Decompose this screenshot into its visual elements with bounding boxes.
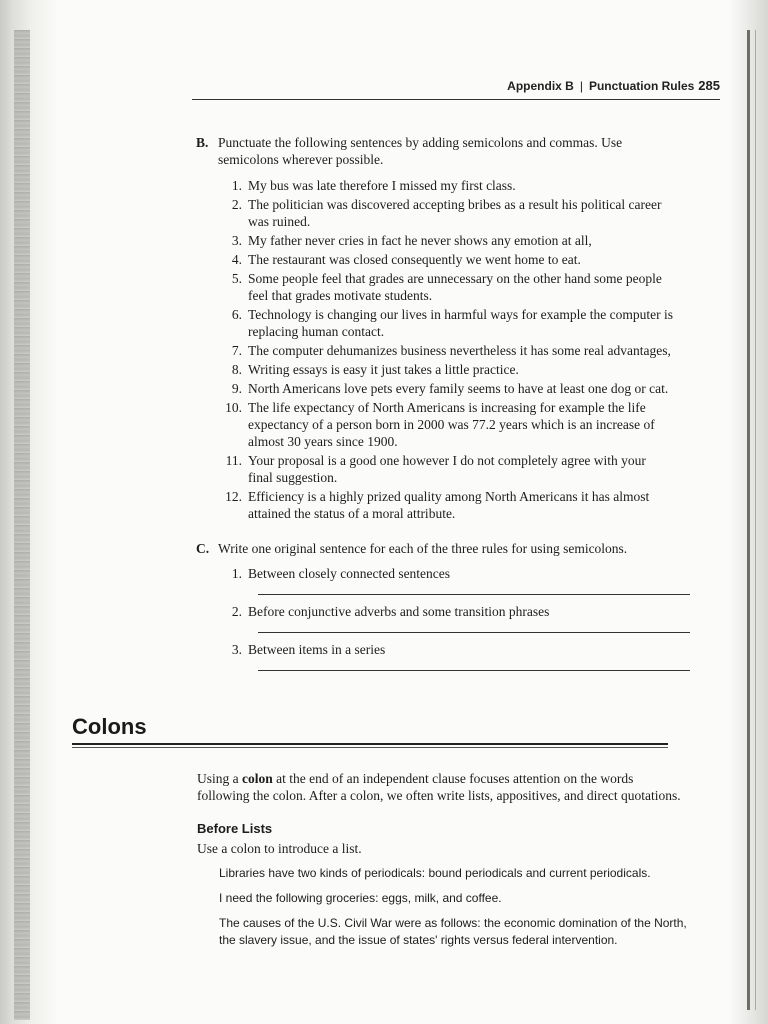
colon-example: Libraries have two kinds of periodicals: bound periodicals and current periodicals. [219, 866, 651, 880]
colons-intro-after: at the end of an independent clause focuses attention on the words following the colon. After a colon, we often write lists, appositives, and direct quotations. [197, 771, 681, 803]
colons-heading: Colons [72, 714, 147, 739]
item-text: Technology is changing our lives in harmful ways for example the computer is replacing human contact. [248, 307, 673, 339]
appendix-label: Appendix B [507, 79, 574, 93]
item-number: 3. [231, 233, 242, 248]
book-binding-shadow [14, 30, 30, 1020]
rule-row [218, 565, 674, 582]
item-text: The life expectancy of North Americans is increasing for example the life expectancy of a person born in 2000 was 77.2 years which is an increase of almost 30 years since 1900. [248, 400, 655, 449]
exercise-b-item [218, 452, 674, 486]
answer-line [258, 670, 690, 671]
running-header [192, 78, 720, 93]
item-text: Writing essays is easy it just takes a little practice. [248, 362, 519, 377]
item-text: My father never cries in fact he never shows any emotion at all, [248, 233, 592, 248]
colons-rule-thin [72, 747, 668, 748]
item-text: Efficiency is a highly prized quality among North Americans it has almost attained the status of a moral attribute. [248, 489, 650, 521]
colon-example: I need the following groceries: eggs, milk, and coffee. [219, 891, 502, 905]
exercise-b-item [218, 196, 674, 230]
item-number: 11. [225, 453, 242, 468]
exercise-c-rule [196, 603, 674, 633]
section-title: Punctuation Rules [588, 79, 695, 93]
rule-number: 2. [231, 604, 242, 619]
rule-text: Between items in a series [248, 642, 386, 657]
colons-intro-term: colon [242, 771, 273, 786]
colons-section [197, 770, 687, 957]
item-number: 6. [231, 307, 242, 322]
exercise-b-item [218, 306, 674, 340]
rule-row [218, 603, 674, 620]
exercise-b-item [218, 399, 674, 450]
exercise-b-instructions: Punctuate the following sentences by adding semicolons and commas. Use semicolons wherever possible. [218, 135, 623, 167]
item-text: The restaurant was closed consequently we went home to eat. [248, 252, 581, 267]
exercises [196, 134, 674, 671]
item-text: My bus was late therefore I missed my first class. [248, 178, 516, 193]
item-number: 8. [231, 362, 242, 377]
item-number: 4. [231, 252, 242, 267]
answer-line [258, 632, 690, 633]
before-lists-heading: Before Lists [197, 821, 273, 836]
colons-intro-before: Using a [197, 771, 242, 786]
rule-text: Between closely connected sentences [248, 566, 451, 581]
item-number: 7. [231, 343, 242, 358]
exercise-b-item [218, 251, 674, 268]
exercise-b-letter: B. [196, 135, 209, 150]
rule-text: Before conjunctive adverbs and some transition phrases [248, 604, 550, 619]
exercise-b-item [218, 488, 674, 522]
before-lists-text: Use a colon to introduce a list. [197, 841, 362, 856]
exercise-c-rules [196, 565, 674, 671]
exercise-c-instructions: Write one original sentence for each of the three rules for using semicolons. [218, 541, 628, 556]
rule-row [218, 641, 674, 658]
colons-intro [197, 770, 687, 804]
exercise-c-rule [196, 565, 674, 595]
exercise-c-rule [196, 641, 674, 671]
item-number: 12. [225, 489, 242, 504]
header-rule [192, 99, 720, 100]
exercise-c-letter: C. [196, 541, 210, 556]
item-text: North Americans love pets every family seems to have at least one dog or cat. [248, 381, 669, 396]
exercise-b-item [218, 361, 674, 378]
header-separator: | [579, 79, 583, 93]
item-text: The computer dehumanizes business nevertheless it has some real advantages, [248, 343, 671, 358]
page-edge-line-secondary [755, 30, 756, 1010]
colon-examples [219, 865, 689, 949]
exercise-c-heading [196, 540, 674, 557]
answer-line [258, 594, 690, 595]
exercise-b-item [218, 177, 674, 194]
item-number: 5. [231, 271, 242, 286]
page-edge-line [747, 30, 750, 1010]
colon-example: The causes of the U.S. Civil War were as follows: the economic domination of the North, the slavery issue, and the issue of states' rights versus federal intervention. [219, 916, 687, 947]
item-number: 10. [225, 400, 242, 415]
rule-number: 3. [231, 642, 242, 657]
exercise-b-item [218, 232, 674, 249]
exercise-c [196, 540, 674, 671]
item-text: Some people feel that grades are unnecessary on the other hand some people feel that grades motivate students. [248, 271, 662, 303]
colons-rule-thick [72, 743, 668, 745]
item-number: 1. [231, 178, 242, 193]
item-number: 9. [231, 381, 242, 396]
page-number: 285 [698, 78, 720, 93]
item-number: 2. [231, 197, 242, 212]
exercise-b-item [218, 270, 674, 304]
exercise-b-list [196, 177, 674, 522]
item-text: Your proposal is a good one however I do not completely agree with your final suggestion. [248, 453, 646, 485]
item-text: The politician was discovered accepting bribes as a result his political career was ruined. [248, 197, 662, 229]
rule-number: 1. [231, 566, 242, 581]
exercise-b-item [218, 342, 674, 359]
exercise-b-item [218, 380, 674, 397]
exercise-b-heading [196, 134, 674, 168]
